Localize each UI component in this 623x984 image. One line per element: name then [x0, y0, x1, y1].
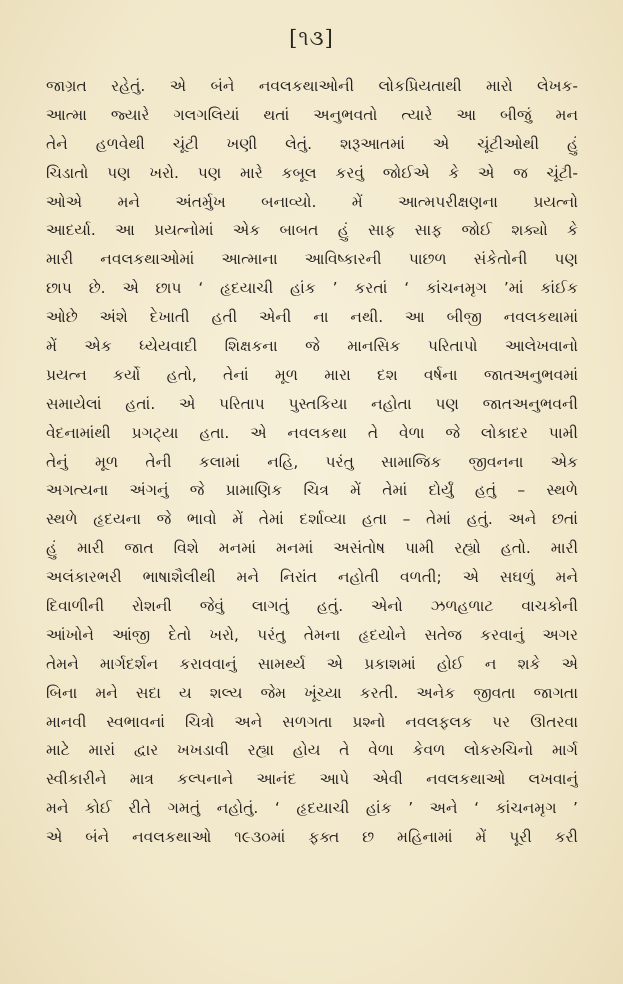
text-line: અલંકારભરી ભાષાશૈલીથી મને નિરાંત નહોતી વળતી; એ સઘળું મને [46, 568, 578, 587]
text-line: સ્વીકારીને માત્ર કલ્પનાને આનંદ આપે એવી નવલકથાઓ લખવાનું [46, 770, 578, 789]
text-line: તેનું મૂળ તેની કલામાં નહિ, પરંતુ સામાજિક જીવનના એક [46, 452, 578, 471]
text-line: ઓએ મને અંતર્મુખ બનાવ્યો. મેં આત્મપરીક્ષણના પ્રયત્નો [46, 192, 578, 211]
text-line: ચિડાતો પણ ખરો. પણ મારે કબૂલ કરવું જોઈએ કે એ જ ચૂંટી- [46, 163, 578, 182]
text-line: આંખોને આંજી દેતો ખરો, પરંતુ તેમના હૃદયોને સતેજ કરવાનું અગર [46, 625, 578, 644]
text-line: મેં એક ધ્યેયવાદી શિક્ષકના જે માનસિક પરિતાપો આલેખવાનો [46, 337, 578, 356]
text-line: આત્મા જ્યારે ગલગલિયાં થતાં અનુભવતો ત્યારે આ બીજું મન [46, 105, 578, 124]
text-line: છાપ છે. એ છાપ ‘ હૃદયાચી હાંક ’ કરતાં ‘ કાંચનમૃગ ’માં કાંઈક [46, 279, 578, 298]
text-line: આદર્યા. આ પ્રયત્નોમાં એક બાબત હું સાફ સાફ જોઈ શક્યો કે [46, 221, 578, 240]
text-line: માટે મારાં દ્વાર ખખડાવી રહ્યા હોય તે વેળા કેવળ લોકરુચિનો માર્ગ [46, 741, 578, 760]
text-line: સ્થળે હૃદયના જે ભાવો મેં તેમાં દર્શાવ્યા હતા – તેમાં હતું. અને છતાં [46, 510, 578, 529]
text-line: માનવી સ્વભાવનાં ચિત્રો અને સળગતા પ્રશ્નો નવલફલક પર ઊતરવા [46, 712, 578, 731]
text-line: તેમને માર્ગદર્શન કરાવવાનું સામર્થ્ય એ પ્રકાશમાં હોઈ ન શકે એ [46, 654, 578, 673]
text-line: હું મારી જાત વિશે મનમાં મનમાં અસંતોષ પામી રહ્યો હતો. મારી [46, 539, 578, 558]
text-line: અગત્યના અંગનું જે પ્રામાણિક ચિત્ર મેં તેમાં દોર્યું હતું – સ્થળે [46, 481, 578, 500]
text-line: ઓછે અંશે દેખાતી હતી એની ના નથી. આ બીજી નવલકથામાં [46, 308, 578, 327]
text-line: તેને હળવેથી ચૂંટી ખણી લેતું. શરૂઆતમાં એ ચૂંટીઓથી હું [46, 134, 578, 153]
text-line: પ્રયત્ન કર્યો હતો, તેનાં મૂળ મારા દશ વર્ષના જાતઅનુભવમાં [46, 365, 578, 384]
text-line: જાગ્રત રહેતું. એ બંને નવલકથાઓની લોકપ્રિયતાથી મારો લેખક- [46, 77, 578, 95]
text-line: મને કોઈ રીતે ગમતું નહોતું. ‘ હૃદયાચી હાંક ’ અને ‘ કાંચનમૃગ ’ [46, 799, 578, 818]
body-text [46, 72, 578, 852]
text-line: વેદનામાંથી પ્રગટ્યા હતા. એ નવલકથા તે વેળા જે લોકાદર પામી [46, 423, 578, 442]
page-number: [૧૩] [289, 26, 334, 50]
text-line: એ બંને નવલકથાઓ ૧૯૩૦માં ફક્ત છ મહિનામાં મેં પૂરી કરી [46, 828, 578, 847]
text-line: સમાયેલાં હતાં. એ પરિતાપ પુસ્તકિયા નહોતા પણ જાતઅનુભવની [46, 394, 578, 413]
text-line: દિવાળીની રોશની જેવું લાગતું હતું. એનો ઝળહળાટ વાચકોની [46, 597, 578, 616]
text-line: બિના મને સદા ય શલ્ય જેમ ખૂંચ્યા કરતી. અનેક જીવતા જાગતા [46, 683, 578, 702]
text-line: મારી નવલકથાઓમાં આત્માના આવિષ્કારની પાછળ સંકેતોની પણ [46, 250, 578, 269]
